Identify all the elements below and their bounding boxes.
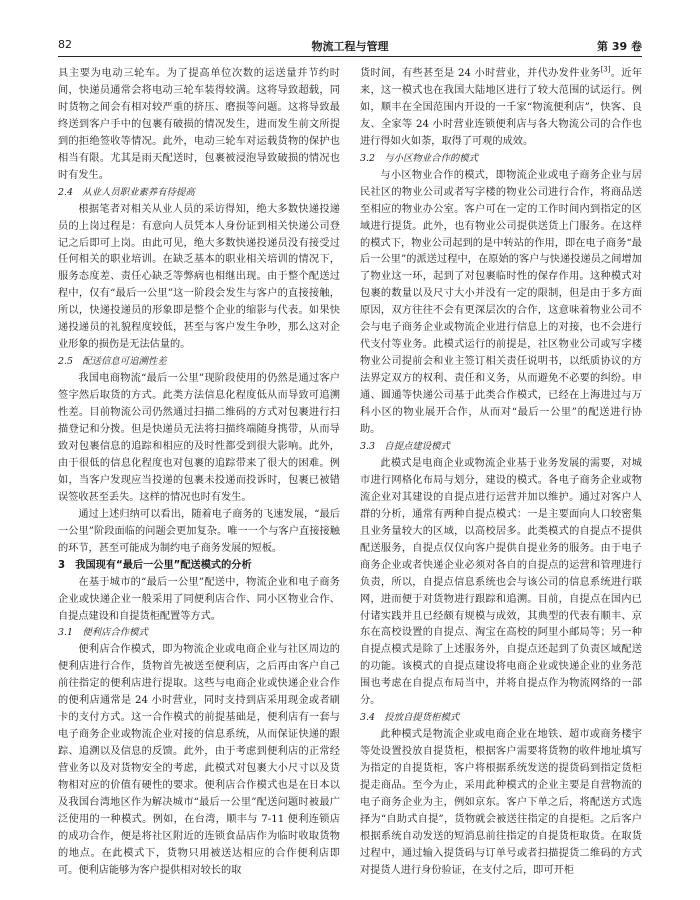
text: 在基于城市的“最后一公里”配送中，物流企业和电子商务企业或快递企业一般采用了同便利店合作、同小区物业合作、自提点建设和自提货柜配置等方式。 [58, 576, 340, 622]
paragraph [360, 168, 642, 439]
text: 与小区物业合作的模式，即物流企业或电子商务企业与居民社区的物业公司或者写字楼的物业公司进行合作，将商品送至相应的物业办公室。客户可在一定的工作时间内到指定的区域进行提货。此外，也有物业公司提供送货上门服务。在这样的模式下，物业公司起到的是中转站的作用，即在电子商务“最后一公里”的派送过程中，在原始的客户与快递投递员之间增加了物业这一环，起到了对包裹临时性的保存作用。这种模式对包裹的数量以及尺寸大小并没有一定的限制，但是由于多方面原因，双方往往不会有更深层次的合作，这意味着物业公司不会与电子商务企业或物流企业进行信息上的对接，也不会进行代支付等业务。此模式运行的前提是，社区物业公司或写字楼物业公司提前会和业主签订相关责任说明书，以纸质协议的方法界定双方的权利、责任和义务，从而避免不必要的纠纷。申通、圆通等快递公司基于此类合作模式，已经在上海进过与万科小区的物业展开合作，从而对“最后一公里”的配送进行协助。 [360, 169, 642, 436]
text: 2.4 从业人员职业素养有待提高 [58, 186, 195, 198]
paragraph [360, 66, 642, 151]
paragraph [58, 66, 340, 185]
section-heading [58, 185, 340, 202]
journal-title: 物流工程与管理 [311, 40, 389, 53]
page-header [58, 36, 642, 57]
section-heading [360, 710, 642, 727]
text: 3.4 投放自提货柜模式 [360, 712, 460, 724]
paragraph [58, 507, 340, 558]
text: 2.5 配送信息可追溯性差 [58, 356, 167, 368]
text: 此种模式是物流企业或电商企业在地铁、超市或商务楼宇等处设置投放自提货柜，根据客户需要将货物的收件地址填写为指定的自提货柜，客户将根据系统发送的提货码到指定货柜提走商品。至今为止，采用此种模式的企业主要是自营物流的电子商务企业为主，例如京东。客户下单之后，将配送方式选择为“自助式自提”，货物就会被送往指定的自提柜。之后客户根据系统自动发送的短消息前往指定的自提货柜取货。在取货过程中，通过输入提货码与订单号或者扫描提货二维码的方式对提货人进行身份验证，在支付之后，即可开柜 [360, 729, 642, 876]
section-heading [58, 558, 340, 575]
text: 根据笔者对相关从业人员的采访得知，绝大多数快递投递员的上岗过程是：有意向人员凭本人身份证到相关快递公司登记之后即可上岗。由此可见，绝大多数快递投递员没有接受过任何相关的职业培训。在缺乏基本的职业相关培训的情况下，服务态度差、责任心缺乏等弊病也相继出现。由于整个配送过程中，仅有“最后一公里”这一阶段会发生与客户的直接接触，所以，快递投递员的形象即是整个企业的缩影与代表。如果快递投递员的礼貌程度较低，甚至与客户发生争吵，那么这对企业形象的损伤是无法估量的。 [58, 203, 340, 351]
text: 3.3 自提点建设模式 [360, 440, 450, 452]
page-number: 82 [58, 38, 72, 51]
paragraph [58, 642, 340, 879]
text: 此模式是电商企业或物流企业基于业务发展的需要，对城市进行网格化布局与划分，建设的模式。各电子商务企业或物流企业对其建设的自提点进行运营并加以维护。通过对客户人群的分析，通常有两种自提点模式：一是主要面向人口较密集且业务量较大的区域，以高校居多。此类模式的自提点不提供配送服务，自提点仅仅向客户提供自提业务的服务。由于电子商务企业或者快递企业必须对各自的自提点的运营和管理进行负责，所以，自提点信息系统也会与该公司的信息系统进行联网，进而便于对货物进行跟踪和追溯。目前，自提点在国内已付诸实践并且已经颇有规模与成效，其典型的代表有顺丰、京东在高校设置的自提点、淘宝在高校的阿里小邮局等；另一种自提点模式是除了上述服务外，自提点还起到了负责区域配送的功能。该模式的自提点建设将电商企业或快递企业的业务范围也考虑在自提点布局当中，并将自提点作为物流网络的一部分。 [360, 457, 642, 707]
paragraph [58, 575, 340, 626]
section-heading [360, 439, 642, 456]
text: 便利店合作模式，即为物流企业或电商企业与社区周边的便利店进行合作，货物首先被送至便利店，之后再由客户自己前往指定的便利店进行提取。这些与电商企业或快递企业合作的便利店通常是 24 小时营业，同时支持到店采用现金或者刷卡的支付方式。这一合作模式的前提基础是，便利店有一套与电子商务企业或物流企业对接的信息系统，从而保证快递的跟踪、追溯以及信息的反馈。此外，由于考虑到便利店的正常经营业务以及对货物安全的考虑，此模式对包裹大小尺寸以及货物相对应的价值有硬性的要求。便利店合作模式也是在日本以及我国台湾地区作为解决城市“最后一公里”配送问题时被最广泛使用的一种模式。例如，在台湾，顺丰与 7-11 便利连锁店的成功合作，便是将社区附近的连锁食品店作为临时收取货物的地点。在此模式下，货物只用被送达相应的合作便利店即可。便利店能够为客户提供相对较长的取 [58, 644, 340, 876]
text: 3 我国现有“最后一公里”配送模式的分析 [58, 559, 252, 571]
text: 3.2 与小区物业合作的模式 [360, 152, 479, 164]
left-column [58, 66, 340, 882]
paragraph [58, 371, 340, 507]
section-heading [58, 625, 340, 642]
volume-label: 第 39 卷 [597, 40, 642, 53]
text: 具主要为电动三轮车。为了提高单位次数的运送量并节约时间，快递员通常会将电动三轮车装得较满。这将导致超载，同时货物之间会有相对较严重的挤压、磨损等问题。这将导致最终送到客户手中的包裹有破损的情况发生，进而发生前文所提到的拒绝签收等情况。此外，电动三轮车对运载货物的保护也相当有限。尤其是雨天配送时，包裹被浸泡导致破损的情况也时有发生。 [58, 68, 340, 181]
section-heading [58, 354, 340, 371]
paragraph [58, 202, 340, 355]
paragraph [360, 727, 642, 880]
text: 通过上述归纳可以看出，随着电子商务的飞速发展，“最后一公里”阶段面临的问题会更加复杂。唯一一个与客户直接接触的环节，甚至可能成为制约电子商务发展的短板。 [58, 508, 340, 554]
text: 我国电商物流“最后一公里”现阶段使用的仍然是通过客户签字然后取货的方式。此类方法信息化程度低从而导致可追溯性差。目前物流公司仍然通过扫描二维码的方式对包裹进行扫描登记和分拨。但是快递员无法将扫描终端随身携带，从而导致对包裹信息的追踪和相应的及时性都受到很大影响。此外，由于很低的信息化程度也对包裹的追踪带来了很大的困难。例如，当客户发现应当投递的包裹未投递而投诉时，包裹已被错误签收甚至丢失。这样的情况也时有发生。 [58, 373, 340, 503]
text: 。近年来，这一模式也在我国大陆地区进行了较大范围的试运行。例如，顺丰在全国范围内开设的一千家“物流便利店”，快客、良友、全家等 24 小时营业连锁便利店与各大物流公司的合作也进行得如火如荼，取得了可观的成效。 [360, 68, 642, 147]
right-column [360, 66, 642, 882]
paragraph [360, 456, 642, 710]
text: 货时间，有些甚至是 24 小时营业，并代办发件业务 [360, 68, 601, 79]
text: 3.1 便利店合作模式 [58, 627, 148, 639]
citation-ref: [3] [600, 66, 611, 74]
section-heading [360, 151, 642, 168]
